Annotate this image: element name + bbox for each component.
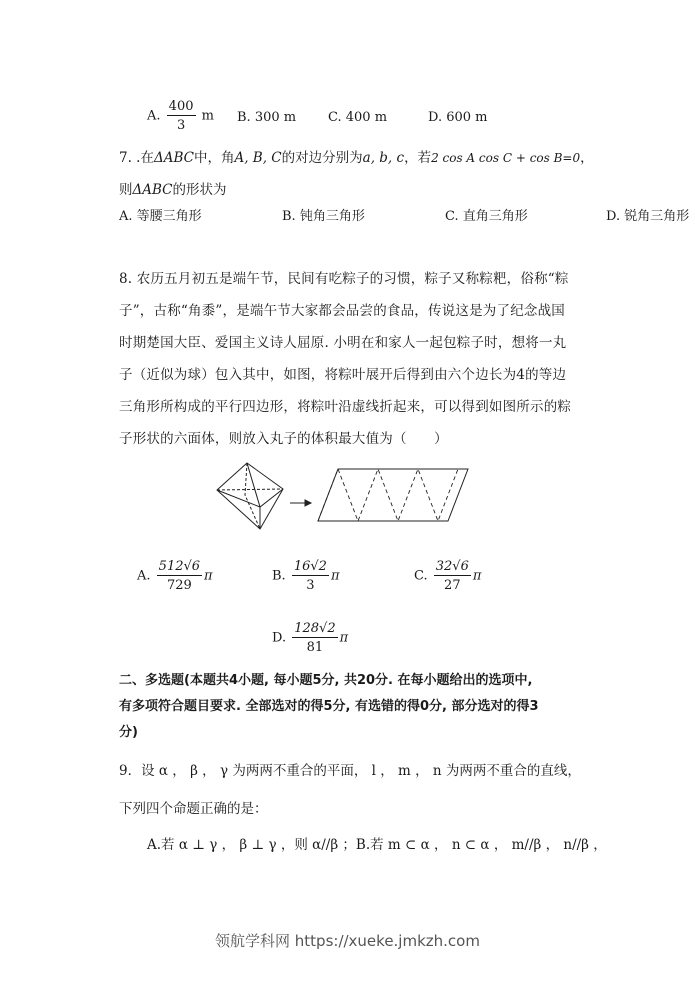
q7-option-c: C. 直角三角形 [445, 209, 528, 224]
q8-b-fraction: $\frac{16√2}{3}$ [293, 559, 327, 593]
q6-option-a [147, 100, 214, 132]
q7-option-b: B. 钝角三角形 [282, 209, 365, 224]
q8-option-d: D. $\frac{128√2}{81}$ π [272, 621, 349, 655]
arrow-icon [290, 500, 311, 506]
q7-equation: 2 cos A cos C + cos B=0 [431, 151, 581, 165]
q7-option-d: D. 锐角三角形 [606, 209, 690, 224]
q6-option-b: B. 300 m [237, 110, 297, 125]
q8-figure [205, 455, 480, 540]
q8-a-fraction: $\frac{512√6}{729}$ [158, 559, 201, 593]
q9-line2: 下列四个命题正确的是： [119, 801, 268, 817]
q8-option-b: B. $\frac{16√2}{3}$ π [272, 559, 340, 593]
q9-line3: A.若 α ⊥ γ ， β ⊥ γ ，则 α//β ；B.若 m ⊂ α ， n ⊂ α ， m//β ， n//β ， [147, 837, 607, 853]
q7-option-a: A. 等腰三角形 [119, 209, 202, 224]
parallelogram-net [318, 469, 468, 521]
q8-stem: 8. 农历五月初五是端午节，民间有吃粽子的习惯，粽子又称粽粑，俗称“粽 子”，古称“角黍”，是端午节大家都会品尝的食品，传说这是为了纪念战国 时期楚国大臣、爱国主义诗人屈原. 小明在和家人一起包粽子时，想将一丸 子（近似为球）包入其中，如图，将粽叶展开后得到由六个边长为4的等边 三角形所构成的平行四边形，将粽叶沿虚线折起来，可以得到如图所示的粽 子形状的六面体，则放入丸子的体积最大值为（ ） [119, 271, 572, 447]
q6-a-fraction: $\frac{400}{3}$ [168, 99, 194, 133]
q7-stem-line1: 7. .在ΔABC中，角A, B, C的对边分别为a, b, c，若2 cos A cos C + cos B=0， [119, 150, 594, 166]
q6-option-d: D. 600 m [428, 110, 488, 125]
section2-heading: 二、多选题(本题共4小题, 每小题5分, 共20分. 在每小题给出的选项中, 有多项符合题目要求. 全部选对的得5分, 有选错的得0分, 部分选对的得3 分) [119, 673, 539, 740]
q9-line1: 9．设 α ， β ， γ 为两两不重合的平面， l ， m ， n 为两两不重合的直线， [119, 763, 581, 779]
q7-triangle: ΔABC [153, 150, 194, 166]
q7-stem-line2: 则ΔABC的形状为 [119, 182, 227, 198]
q8-c-fraction: $\frac{32√6}{27}$ [435, 559, 469, 593]
q8-option-c: C. $\frac{32√6}{27}$ π [414, 559, 482, 593]
q6-a-label: A. [147, 108, 161, 124]
hexahedron-drawing [217, 463, 283, 529]
q6-a-unit: m [201, 108, 214, 124]
q8-option-a: A. $\frac{512√6}{729}$ π [137, 559, 213, 593]
q8-d-fraction: $\frac{128√2}{81}$ [294, 621, 336, 655]
q6-option-c: C. 400 m [328, 110, 388, 125]
footer-watermark: 领航学科网 https://xueke.jmkzh.com [215, 932, 480, 950]
